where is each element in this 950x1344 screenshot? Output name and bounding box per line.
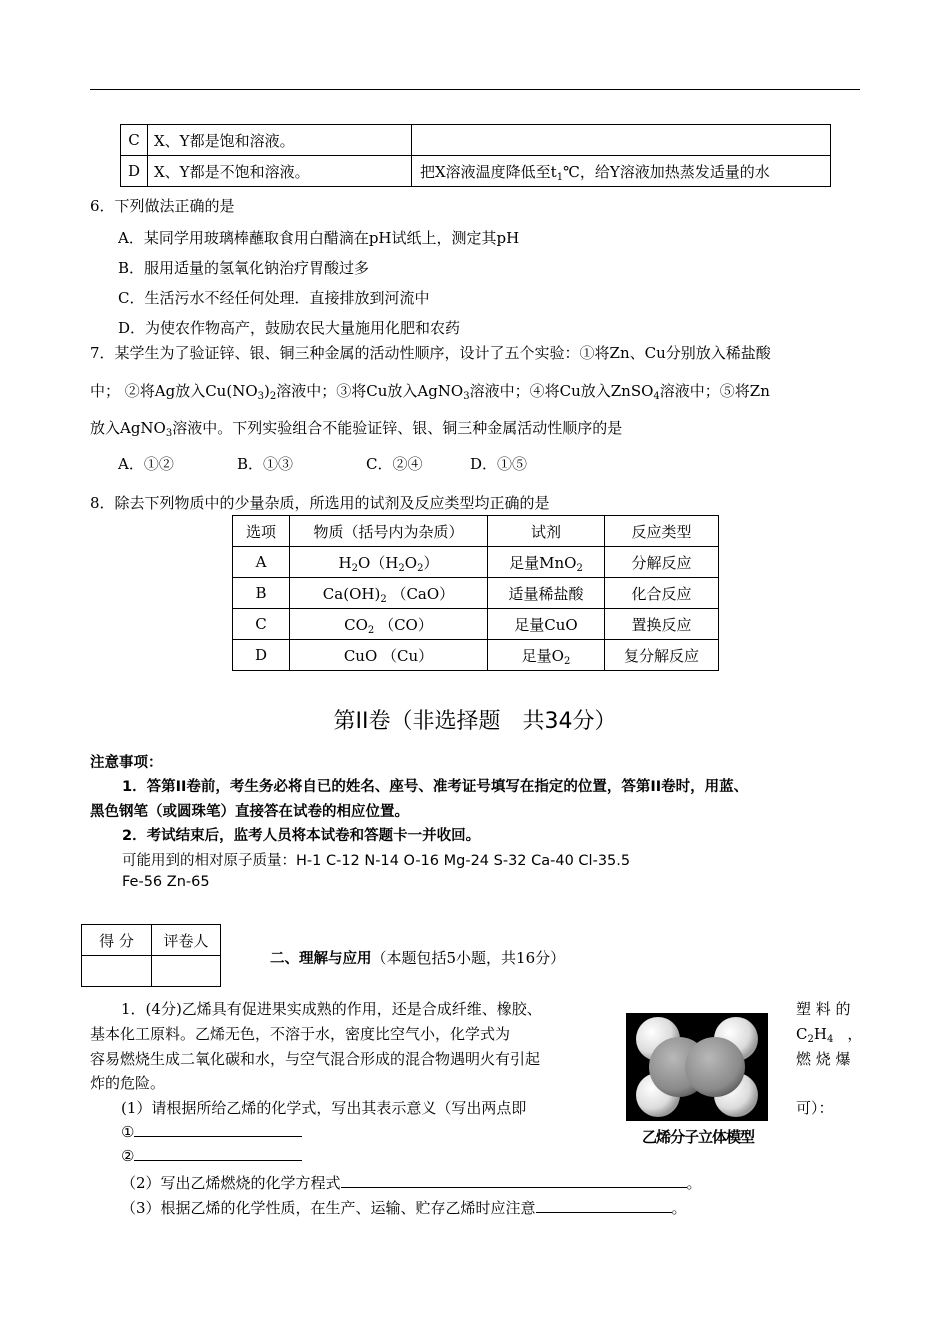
cell-type: 分解反应 <box>605 547 719 578</box>
q1-sub-2[interactable]: （2）写出乙烯燃烧的化学方程式 。 <box>121 1174 702 1192</box>
grader-cell[interactable] <box>152 956 221 987</box>
q1-sub-1: (1）请根据所给乙烯的化学式，写出其表示意义（写出两点即 <box>121 1099 527 1117</box>
cell-reagent: 适量稀盐酸 <box>488 578 605 609</box>
table-header-row <box>233 516 719 547</box>
notice-title: 注意事项： <box>90 755 163 771</box>
header-rule <box>90 89 860 90</box>
q6-option-a: A．某同学用玻璃棒蘸取食用白醋滴在pH试纸上，测定其pH <box>118 229 520 247</box>
ethylene-molecule-icon <box>626 1013 768 1121</box>
atomic-mass-line-2: Fe-56 Zn-65 <box>122 874 210 890</box>
q6-stem: 6．下列做法正确的是 <box>90 197 235 215</box>
cell-option: D <box>233 640 290 671</box>
header-cell: 反应类型 <box>605 516 719 547</box>
cell-substance: CuO （Cu） <box>290 640 488 671</box>
table-row <box>82 956 221 987</box>
q6-option-b: B．服用适量的氢氧化钠治疗胃酸过多 <box>118 259 370 277</box>
q8-stem: 8．除去下列物质中的少量杂质，所选用的试剂及反应类型均正确的是 <box>90 494 550 512</box>
atomic-mass-line: 可能用到的相对原子质量：H-1 C-12 N-14 O-16 Mg-24 S-32 Ca-40 Cl-35.5 <box>122 853 631 869</box>
options-table-top <box>120 124 831 187</box>
table-row <box>233 547 719 578</box>
q1-line-3-right: 燃 烧 爆 <box>796 1050 851 1068</box>
cell-option: A <box>233 547 290 578</box>
notice-1-cont: 黑色钢笔（或圆珠笔）直接答在试卷的相应位置。 <box>90 804 409 820</box>
cell-substance: $Ca(OH)_2$ （CaO） <box>290 578 488 609</box>
table-row <box>233 609 719 640</box>
header-cell: 物质（括号内为杂质） <box>290 516 488 547</box>
q7-option-b: B．①③ <box>237 455 294 473</box>
row-text: X、Y都是不饱和溶液。 <box>148 156 412 187</box>
cell-substance: $H_2O(H_2O_2)$ <box>290 547 488 578</box>
model-caption: 乙烯分子立体模型 <box>641 1128 754 1146</box>
q1-line-2: 基本化工原料。乙烯无色，不溶于水，密度比空气小，化学式为 <box>90 1025 511 1043</box>
cell-option: B <box>233 578 290 609</box>
table-row <box>233 578 719 609</box>
q7-option-a: A．①② <box>118 455 174 473</box>
q1-line-4: 炸的危险。 <box>90 1074 166 1092</box>
header-cell: 试剂 <box>488 516 605 547</box>
row-method <box>412 125 831 156</box>
score-cell[interactable] <box>82 956 152 987</box>
table-header-row <box>82 925 221 956</box>
q8-table <box>232 515 719 671</box>
notice-2: 2．考试结束后，监考人员将本试卷和答题卡一并收回。 <box>122 828 481 844</box>
table-row <box>233 640 719 671</box>
grader-header: 评卷人 <box>152 925 221 956</box>
row-text: X、Y都是饱和溶液。 <box>148 125 412 156</box>
cell-substance: $CO_2$ （CO） <box>290 609 488 640</box>
q1-line-1: 1．(4分)乙烯具有促进果实成熟的作用，还是合成纤维、橡胶、 <box>121 1000 542 1018</box>
part2-heading: 二、理解与应用（本题包括5小题，共16分） <box>270 949 566 967</box>
row-label: C <box>121 125 148 156</box>
q1-line-1-right: 塑 料 的 <box>796 1000 851 1018</box>
q6-option-c: C．生活污水不经任何处理．直接排放到河流中 <box>118 289 430 307</box>
cell-type: 化合反应 <box>605 578 719 609</box>
table-row <box>121 125 831 156</box>
cell-reagent: 足量$O_2$ <box>488 640 605 671</box>
cell-reagent: 足量MnO$_2$ <box>488 547 605 578</box>
header-cell: 选项 <box>233 516 290 547</box>
q1-line-3: 容易燃烧生成二氧化碳和水，与空气混合形成的混合物遇明火有引起 <box>90 1050 541 1068</box>
ethylene-model-image <box>626 1013 768 1121</box>
q7-line-3: 放入AgNO$_3$溶液中。下列实验组合不能验证锌、银、铜三种金属活动性顺序的是 <box>90 419 623 439</box>
answer-line-2[interactable]: ② <box>121 1146 302 1165</box>
row-method: 把X溶液温度降低至$t_1℃$，给Y溶液加热蒸发适量的水 <box>412 156 831 187</box>
q7-line-1: 7．某学生为了验证锌、银、铜三种金属的活动性顺序，设计了五个实验：①将Zn、Cu分别放入稀盐酸 <box>90 344 771 362</box>
score-header: 得 分 <box>82 925 152 956</box>
q6-option-d: D．为使农作物高产，鼓励农民大量施用化肥和农药 <box>118 319 461 337</box>
cell-reagent: 足量CuO <box>488 609 605 640</box>
q7-option-c: C．②④ <box>366 455 423 473</box>
q1-sub-1-right: 可）： <box>796 1099 834 1117</box>
table-row <box>121 156 831 187</box>
row-label: D <box>121 156 148 187</box>
q7-line-2: 中； ②将Ag放入$Cu(NO_3)_2$溶液中；③将Cu放入AgNO$_3$溶液中；④将Cu放入ZnSO$_4$溶液中；⑤将Zn <box>90 382 770 402</box>
notice-1: 1．答第II卷前，考生务必将自已的姓名、座号、准考证号填写在指定的位置，答第II卷时，用蓝、 <box>122 779 749 795</box>
cell-type: 复分解反应 <box>605 640 719 671</box>
answer-line-1[interactable]: ① <box>121 1122 302 1141</box>
q1-line-2-right: $C_2H_4$ ， <box>796 1025 863 1045</box>
section-title: 第II卷（非选择题 共34分） <box>333 709 617 734</box>
cell-type: 置换反应 <box>605 609 719 640</box>
cell-option: C <box>233 609 290 640</box>
q1-sub-3[interactable]: （3）根据乙烯的化学性质，在生产、运输、贮存乙烯时应注意 。 <box>121 1199 687 1217</box>
q7-option-d: D．①⑤ <box>470 455 528 473</box>
score-table <box>81 924 221 987</box>
